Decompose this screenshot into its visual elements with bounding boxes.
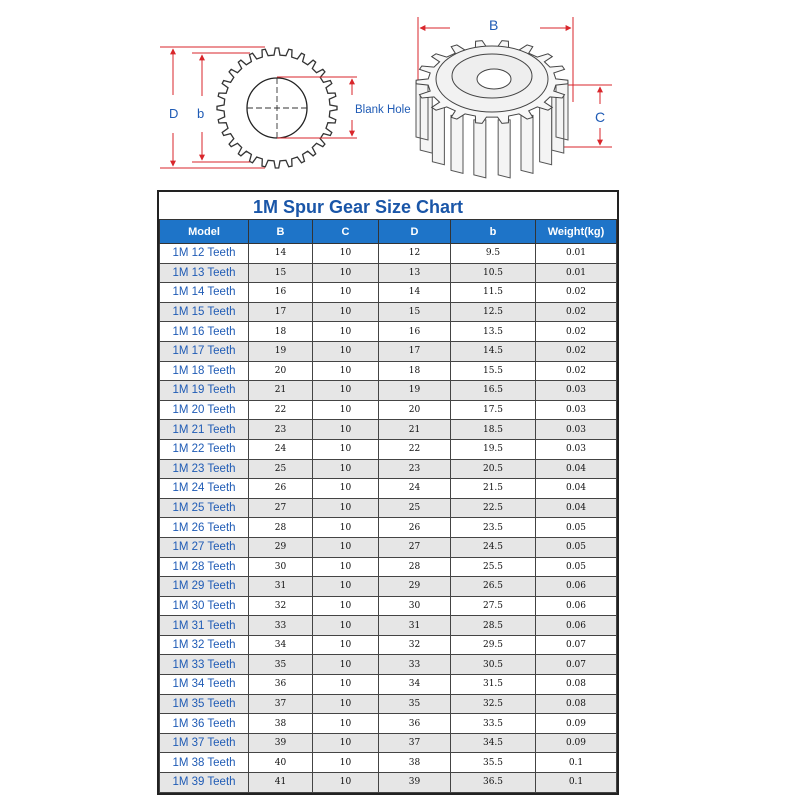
table-row [160, 459, 617, 479]
value-cell: 33 [249, 616, 313, 636]
value-cell: 18 [379, 361, 451, 381]
value-cell: 38 [379, 753, 451, 773]
value-cell: 35.5 [451, 753, 536, 773]
value-cell: 25 [249, 459, 313, 479]
table-row [160, 263, 617, 283]
column-header: Model [160, 220, 249, 244]
table-row [160, 537, 617, 557]
value-cell: 13 [379, 263, 451, 283]
value-cell: 10 [313, 557, 379, 577]
model-cell: 1M 38 Teeth [160, 753, 249, 773]
value-cell: 10 [313, 263, 379, 283]
table-row [160, 361, 617, 381]
value-cell: 10 [313, 322, 379, 342]
value-cell: 25.5 [451, 557, 536, 577]
value-cell: 33 [379, 655, 451, 675]
model-cell: 1M 22 Teeth [160, 439, 249, 459]
value-cell: 10 [313, 341, 379, 361]
value-cell: 26 [379, 518, 451, 538]
value-cell: 10 [313, 596, 379, 616]
value-cell: 0.1 [536, 773, 617, 793]
value-cell: 0.04 [536, 459, 617, 479]
table-row [160, 341, 617, 361]
value-cell: 30 [379, 596, 451, 616]
value-cell: 10 [313, 616, 379, 636]
table-row [160, 244, 617, 264]
value-cell: 10 [313, 577, 379, 597]
value-cell: 24 [379, 479, 451, 499]
value-cell: 25 [379, 498, 451, 518]
value-cell: 37 [249, 694, 313, 714]
value-cell: 33.5 [451, 714, 536, 734]
model-cell: 1M 26 Teeth [160, 518, 249, 538]
value-cell: 0.01 [536, 263, 617, 283]
value-cell: 15 [379, 302, 451, 322]
table-row [160, 596, 617, 616]
value-cell: 12 [379, 244, 451, 264]
table-row [160, 753, 617, 773]
value-cell: 10 [313, 714, 379, 734]
value-cell: 28 [249, 518, 313, 538]
value-cell: 0.03 [536, 400, 617, 420]
model-cell: 1M 27 Teeth [160, 537, 249, 557]
model-cell: 1M 31 Teeth [160, 616, 249, 636]
value-cell: 18.5 [451, 420, 536, 440]
table-row [160, 322, 617, 342]
value-cell: 35 [379, 694, 451, 714]
table-row [160, 420, 617, 440]
table-row [160, 381, 617, 401]
table-row [160, 557, 617, 577]
value-cell: 10 [313, 244, 379, 264]
label-D: D [169, 106, 179, 121]
table-row [160, 479, 617, 499]
value-cell: 0.04 [536, 479, 617, 499]
value-cell: 0.01 [536, 244, 617, 264]
value-cell: 26 [249, 479, 313, 499]
value-cell: 32 [379, 635, 451, 655]
value-cell: 28.5 [451, 616, 536, 636]
value-cell: 0.02 [536, 302, 617, 322]
value-cell: 26.5 [451, 577, 536, 597]
value-cell: 0.09 [536, 714, 617, 734]
model-cell: 1M 24 Teeth [160, 479, 249, 499]
table-header [160, 220, 617, 244]
table-row [160, 518, 617, 538]
table-row [160, 714, 617, 734]
table-row [160, 498, 617, 518]
model-cell: 1M 19 Teeth [160, 381, 249, 401]
value-cell: 0.02 [536, 361, 617, 381]
value-cell: 23 [379, 459, 451, 479]
value-cell: 22 [249, 400, 313, 420]
value-cell: 0.09 [536, 733, 617, 753]
spur-gear-size-chart [157, 190, 619, 795]
value-cell: 9.5 [451, 244, 536, 264]
model-cell: 1M 25 Teeth [160, 498, 249, 518]
value-cell: 17.5 [451, 400, 536, 420]
value-cell: 15 [249, 263, 313, 283]
model-cell: 1M 39 Teeth [160, 773, 249, 793]
value-cell: 10 [313, 381, 379, 401]
value-cell: 36.5 [451, 773, 536, 793]
model-cell: 1M 35 Teeth [160, 694, 249, 714]
column-header: b [451, 220, 536, 244]
value-cell: 41 [249, 773, 313, 793]
column-header: B [249, 220, 313, 244]
value-cell: 10 [313, 361, 379, 381]
model-cell: 1M 37 Teeth [160, 733, 249, 753]
model-cell: 1M 18 Teeth [160, 361, 249, 381]
value-cell: 19 [379, 381, 451, 401]
model-cell: 1M 16 Teeth [160, 322, 249, 342]
value-cell: 36 [249, 675, 313, 695]
value-cell: 0.02 [536, 322, 617, 342]
value-cell: 0.06 [536, 577, 617, 597]
value-cell: 10 [313, 420, 379, 440]
value-cell: 10 [313, 773, 379, 793]
model-cell: 1M 13 Teeth [160, 263, 249, 283]
value-cell: 24.5 [451, 537, 536, 557]
table-row [160, 577, 617, 597]
value-cell: 27 [249, 498, 313, 518]
table-row [160, 439, 617, 459]
value-cell: 0.05 [536, 537, 617, 557]
value-cell: 10 [313, 302, 379, 322]
table-row [160, 655, 617, 675]
value-cell: 36 [379, 714, 451, 734]
value-cell: 10 [313, 439, 379, 459]
value-cell: 29.5 [451, 635, 536, 655]
model-cell: 1M 14 Teeth [160, 283, 249, 303]
value-cell: 39 [249, 733, 313, 753]
model-cell: 1M 33 Teeth [160, 655, 249, 675]
model-cell: 1M 34 Teeth [160, 675, 249, 695]
column-header: D [379, 220, 451, 244]
value-cell: 34.5 [451, 733, 536, 753]
value-cell: 16 [249, 283, 313, 303]
value-cell: 0.05 [536, 518, 617, 538]
value-cell: 10 [313, 283, 379, 303]
value-cell: 0.1 [536, 753, 617, 773]
value-cell: 38 [249, 714, 313, 734]
chart-title: 1M Spur Gear Size Chart [252, 197, 464, 217]
value-cell: 17 [249, 302, 313, 322]
value-cell: 0.07 [536, 635, 617, 655]
value-cell: 0.06 [536, 616, 617, 636]
value-cell: 0.03 [536, 420, 617, 440]
value-cell: 0.08 [536, 675, 617, 695]
table-row [160, 773, 617, 793]
value-cell: 10 [313, 635, 379, 655]
value-cell: 19 [249, 341, 313, 361]
value-cell: 20 [249, 361, 313, 381]
table-row [160, 283, 617, 303]
value-cell: 30.5 [451, 655, 536, 675]
table-row [160, 400, 617, 420]
value-cell: 34 [379, 675, 451, 695]
gear-diagrams [0, 0, 800, 185]
value-cell: 0.03 [536, 381, 617, 401]
model-cell: 1M 36 Teeth [160, 714, 249, 734]
model-cell: 1M 28 Teeth [160, 557, 249, 577]
size-table [159, 219, 617, 793]
value-cell: 22 [379, 439, 451, 459]
value-cell: 31 [379, 616, 451, 636]
value-cell: 10 [313, 400, 379, 420]
value-cell: 12.5 [451, 302, 536, 322]
value-cell: 14.5 [451, 341, 536, 361]
value-cell: 11.5 [451, 283, 536, 303]
model-cell: 1M 32 Teeth [160, 635, 249, 655]
value-cell: 21.5 [451, 479, 536, 499]
table-row [160, 635, 617, 655]
value-cell: 0.05 [536, 557, 617, 577]
column-header: C [313, 220, 379, 244]
value-cell: 23 [249, 420, 313, 440]
value-cell: 29 [379, 577, 451, 597]
model-cell: 1M 15 Teeth [160, 302, 249, 322]
value-cell: 10.5 [451, 263, 536, 283]
value-cell: 0.07 [536, 655, 617, 675]
model-cell: 1M 29 Teeth [160, 577, 249, 597]
table-row [160, 616, 617, 636]
value-cell: 14 [379, 283, 451, 303]
value-cell: 40 [249, 753, 313, 773]
value-cell: 0.06 [536, 596, 617, 616]
value-cell: 10 [313, 655, 379, 675]
value-cell: 39 [379, 773, 451, 793]
value-cell: 0.03 [536, 439, 617, 459]
value-cell: 10 [313, 753, 379, 773]
value-cell: 18 [249, 322, 313, 342]
isometric-gear [416, 17, 605, 178]
table-row [160, 675, 617, 695]
value-cell: 0.02 [536, 283, 617, 303]
value-cell: 21 [249, 381, 313, 401]
label-B: B [489, 17, 499, 33]
value-cell: 30 [249, 557, 313, 577]
value-cell: 31.5 [451, 675, 536, 695]
value-cell: 10 [313, 518, 379, 538]
table-row [160, 302, 617, 322]
model-cell: 1M 30 Teeth [160, 596, 249, 616]
value-cell: 27 [379, 537, 451, 557]
value-cell: 16.5 [451, 381, 536, 401]
value-cell: 17 [379, 341, 451, 361]
value-cell: 0.08 [536, 694, 617, 714]
label-blank-hole: Blank Hole [355, 104, 411, 116]
label-b: b [197, 106, 205, 121]
value-cell: 14 [249, 244, 313, 264]
value-cell: 16 [379, 322, 451, 342]
model-cell: 1M 21 Teeth [160, 420, 249, 440]
value-cell: 37 [379, 733, 451, 753]
value-cell: 13.5 [451, 322, 536, 342]
column-header: Weight(kg) [536, 220, 617, 244]
table-row [160, 694, 617, 714]
value-cell: 22.5 [451, 498, 536, 518]
value-cell: 10 [313, 733, 379, 753]
value-cell: 10 [313, 459, 379, 479]
value-cell: 32 [249, 596, 313, 616]
value-cell: 10 [313, 675, 379, 695]
model-cell: 1M 23 Teeth [160, 459, 249, 479]
value-cell: 10 [313, 498, 379, 518]
value-cell: 21 [379, 420, 451, 440]
value-cell: 29 [249, 537, 313, 557]
value-cell: 34 [249, 635, 313, 655]
value-cell: 19.5 [451, 439, 536, 459]
value-cell: 31 [249, 577, 313, 597]
table-row [160, 733, 617, 753]
value-cell: 23.5 [451, 518, 536, 538]
value-cell: 27.5 [451, 596, 536, 616]
value-cell: 24 [249, 439, 313, 459]
model-cell: 1M 20 Teeth [160, 400, 249, 420]
value-cell: 32.5 [451, 694, 536, 714]
value-cell: 20 [379, 400, 451, 420]
model-cell: 1M 17 Teeth [160, 341, 249, 361]
value-cell: 35 [249, 655, 313, 675]
value-cell: 15.5 [451, 361, 536, 381]
value-cell: 10 [313, 694, 379, 714]
model-cell: 1M 12 Teeth [160, 244, 249, 264]
value-cell: 10 [313, 537, 379, 557]
value-cell: 28 [379, 557, 451, 577]
value-cell: 0.04 [536, 498, 617, 518]
value-cell: 20.5 [451, 459, 536, 479]
value-cell: 10 [313, 479, 379, 499]
value-cell: 0.02 [536, 341, 617, 361]
label-C: C [595, 109, 606, 125]
